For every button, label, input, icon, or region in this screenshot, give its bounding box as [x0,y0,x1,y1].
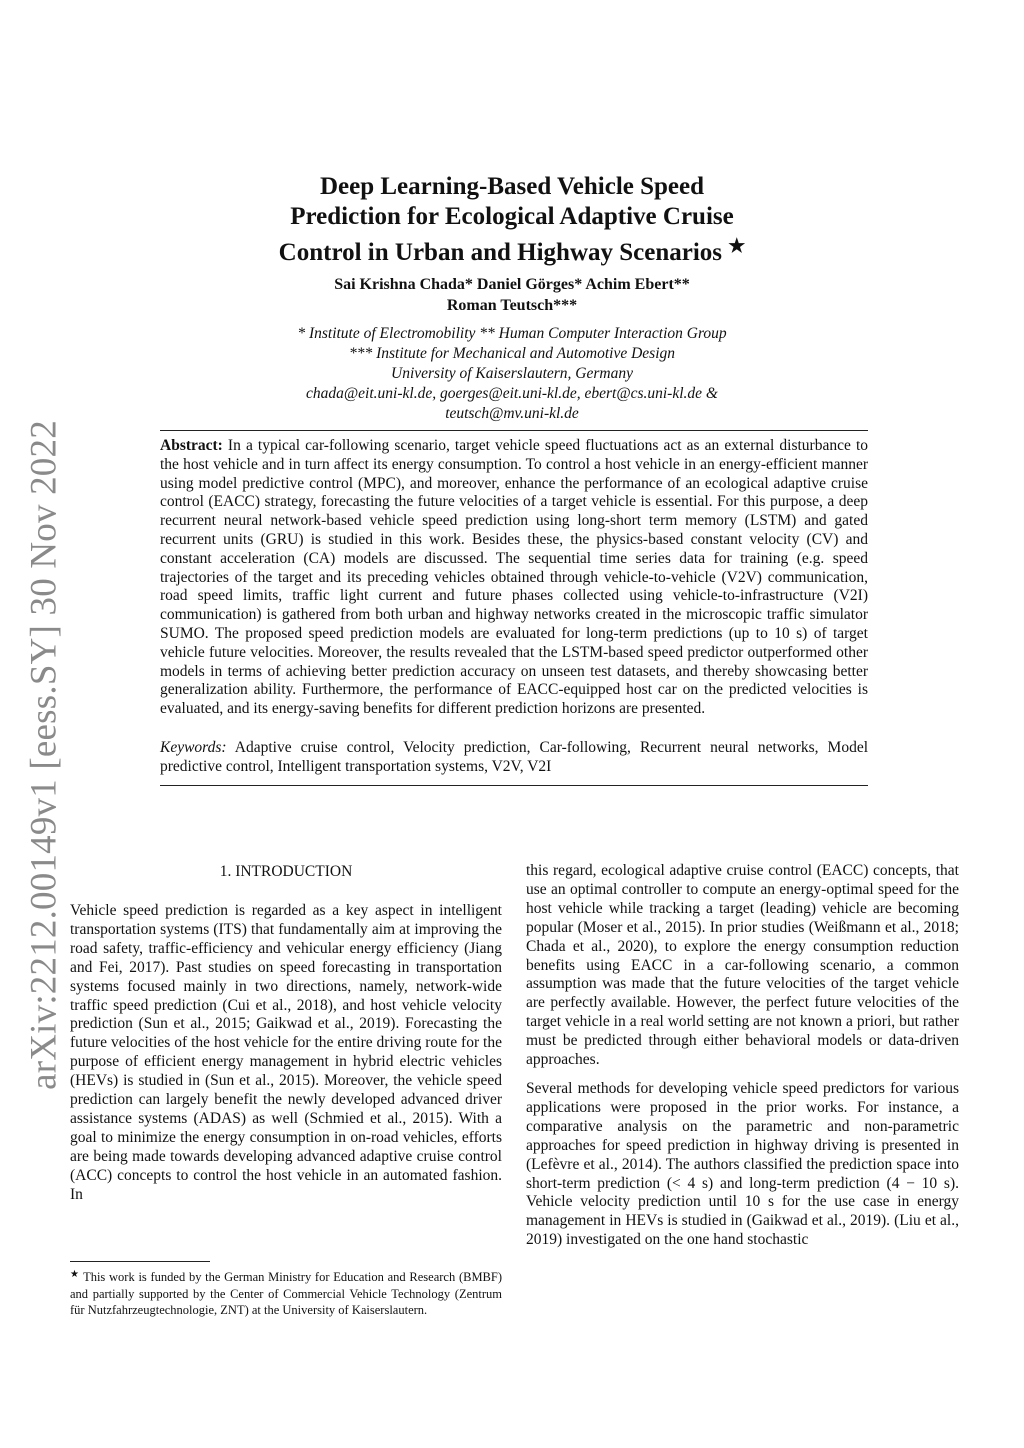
abstract-bottom-rule [160,785,868,786]
footnote-marker: ★ [70,1269,80,1280]
title-footnote-marker: ★ [728,236,746,257]
keywords-paragraph [160,739,868,777]
affiliation-line-3: University of Kaiserslautern, Germany [391,365,633,382]
intro-paragraph-1: Vehicle speed prediction is regarded as a key aspect in intelligent transportation systems (ITS) that fundamentally aim at improving the road safety, traffic-efficiency and vehicular energy efficiency (Jiang and Fei, 2017). Past studies on speed forecasting in transportation systems focused mainly in two directions, namely, network-wide traffic speed prediction (Cui et al., 2018), and host vehicle velocity prediction (Sun et al., 2015; Gaikwad et al., 2019). Forecasting the future velocities of the host vehicle for the entire driving route for the purpose of efficient energy management in hybrid electric vehicles (HEVs) is studied in (Sun et al., 2015). Moreover, the vehicle speed prediction can largely benefit the newly developed advanced driver assistance systems (ADAS) as well (Schmied et al., 2015). With a goal to minimize the energy consumption in on-road vehicles, efforts are being made towards developing advanced adaptive cruise control (ACC) concepts to control the host vehicle in an automated fashion. In [70,902,502,1203]
footnote-body: This work is funded by the German Ministry for Education and Research (BMBF) and partially supported by the Center of Commercial Vehicle Technology (Zentrum für Nutzfahrzeugtechnologie, ZNT) at the University of Kaiserslautern. [70,1270,503,1318]
authors-line-2: Roman Teutsch*** [446,297,578,314]
section-heading-introduction: 1. INTRODUCTION [219,863,353,880]
footnote-paragraph [70,1267,502,1319]
abstract-section [160,430,868,786]
arxiv-identifier-text: arXiv:2212.00149v1 [eess.SY] 30 Nov 2022 [23,420,65,1090]
title-line-2: Prediction for Ecological Adaptive Cruise [290,203,734,230]
affiliation-line-2: *** Institute for Mechanical and Automotive Design [348,345,676,362]
abstract-paragraph [160,437,868,719]
footnote-rule [70,1261,210,1262]
authors-line-1: Sai Krishna Chada* Daniel Görges* Achim Ebert** [334,276,690,293]
title-line-1: Deep Learning-Based Vehicle Speed [319,173,705,200]
title-line-3 [150,232,874,268]
keywords-label: Keywords: [160,738,227,756]
affiliation-line-1: * Institute of Electromobility ** Human Computer Interaction Group [297,325,727,342]
right-column [526,862,959,1250]
abstract-top-rule [160,430,868,431]
intro-paragraph-2: Several methods for developing vehicle speed predictors for various applications were proposed in the prior works. For instance, a comparative analysis on the parametric and non-parametric approaches for speed prediction in highway driving is presented in (Lefèvre et al., 2014). The authors classified the prediction space into short-term prediction (< 4 s) and long-term prediction (4 − 10 s). Vehicle velocity prediction until 10 s for the use case in energy management in HEVs is studied in (Gaikwad et al., 2019). (Liu et al., 2019) investigated on the one hand stochastic [526,1079,959,1249]
funding-footnote [70,1261,502,1319]
intro-paragraph-1-continued: this regard, ecological adaptive cruise control (EACC) concepts, that use an optimal controller to compute an energy-optimal speed for the host vehicle while tracking a target (leading) vehicle are becoming popular (Moser et al., 2015). In prior studies (Weißmann et al., 2018; Chada et al., 2020), to explore the energy consumption reduction benefits using EACC in a car-following scenario, a common assumption was made that the future velocities of the target vehicle are perfectly available. However, the perfect future velocities of the target vehicle in a real world setting are not known a priori, but rather must be predicted through either behavioral models or data-driven approaches. [526,862,959,1069]
abstract-label: Abstract: [160,437,223,454]
abstract-body: In a typical car-following scenario, target vehicle speed fluctuations act as an external disturbance to the host vehicle and in turn affect its energy consumption. To control a host vehicle in an energy-efficient manner using model predictive control (MPC), and moreover, enhance the performance of an ecological adaptive cruise control (EACC) strategy, forecasting the future velocities of a target vehicle is essential. For this purpose, a deep recurrent neural network-based vehicle speed prediction using long-short term memory (LSTM) and gated recurrent units (GRU) is studied in this work. Besides these, the physics-based constant velocity (CV) and constant acceleration (CA) models are discussed. The sequential time series data for training (e.g. speed trajectories of the target and its preceding vehicles obtained through vehicle-to-vehicle (V2V) communication, road speed limits, traffic light current and future phases collected using vehicle-to-infrastructure (V2I) communication) is gathered from both urban and highway networks created in the microscopic traffic simulator SUMO. The proposed speed prediction models are evaluated for long-term predictions (up to 10 s) of target vehicle future velocities. Moreover, the results revealed that the LSTM-based speed predictor outperformed other models in terms of achieving better prediction accuracy on unseen test datasets, and thereby showcasing better generalization ability. Furthermore, the performance of EACC-equipped host car on the predicted velocities is evaluated, and its energy-saving benefits for different prediction horizons are presented. [160,437,868,718]
affiliation-emails-line-2: teutsch@mv.uni-kl.de [445,405,579,422]
affiliation-emails-line-1: chada@eit.uni-kl.de, goerges@eit.uni-kl.de, ebert@cs.uni-kl.de & [306,385,718,402]
author-list [150,274,874,316]
left-column [70,862,502,1205]
title-line-3-text: Control in Urban and Highway Scenarios [278,239,723,266]
affiliations [150,324,874,424]
paper-header [150,172,874,424]
arxiv-identifier-stamp [14,420,74,1090]
keywords-body: Adaptive cruise control, Velocity prediction, Car-following, Recurrent neural networks, Model predictive control, Intelligent transportation systems, V2V, V2I [160,738,868,775]
